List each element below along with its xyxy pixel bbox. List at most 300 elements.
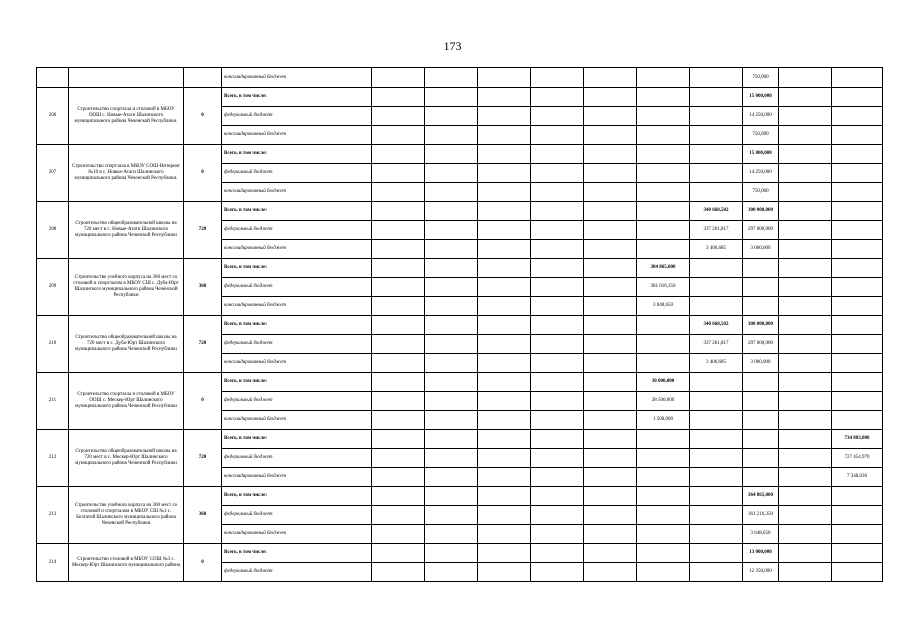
object-name-cell	[69, 68, 184, 88]
budget-type-cell: федеральный бюджет	[222, 278, 372, 297]
value-cell	[531, 506, 584, 525]
value-cell	[531, 392, 584, 411]
value-cell	[372, 316, 425, 335]
object-name-cell: Строительство общеобразовательной школы на 720 мест в с. Дуба-Юрт Шалинского муниципального района Чеченской Республики	[69, 316, 184, 373]
value-cell: 750,000	[743, 68, 779, 88]
budget-type-cell: Всего, в том числе:	[222, 202, 372, 221]
table-row	[37, 430, 883, 449]
capacity-cell: 0	[184, 544, 222, 582]
value-cell	[832, 259, 883, 278]
table-row	[37, 88, 883, 107]
value-cell	[425, 506, 478, 525]
value-cell	[584, 430, 637, 449]
budget-type-cell: федеральный бюджет	[222, 392, 372, 411]
value-cell	[690, 468, 743, 487]
object-name-cell: Строительство спортзала в МБОУ СОШ-Интернат №10 в с. Новые-Атаги Шалинского муниципального района Чеченской Республики.	[69, 145, 184, 202]
value-cell	[584, 392, 637, 411]
budget-type-cell: федеральный бюджет	[222, 506, 372, 525]
value-cell	[584, 487, 637, 506]
value-cell	[425, 316, 478, 335]
value-cell	[478, 449, 531, 468]
value-cell	[637, 563, 690, 582]
budget-type-cell: Всего, в том числе:	[222, 88, 372, 107]
value-cell	[425, 164, 478, 183]
row-number-cell: 213	[37, 487, 69, 544]
object-name-cell: Строительство общеобразовательной школы на 720 мест в с. Мескер-Юрт Шалинского муниципального района Чеченской Республики	[69, 430, 184, 487]
value-cell	[372, 506, 425, 525]
object-name-cell: Строительство учебного корпуса на 360 мест со столовой и спортзалом в МБОУ СШ №1 с. Белгатой Шалинского муниципального района Чеченской Республики	[69, 487, 184, 544]
value-cell	[832, 240, 883, 259]
value-cell	[478, 88, 531, 107]
value-cell: 727 454,970	[832, 449, 883, 468]
value-cell	[832, 392, 883, 411]
value-cell	[832, 544, 883, 563]
value-cell	[372, 183, 425, 202]
value-cell	[779, 544, 832, 563]
budget-type-cell: Всего, в том числе:	[222, 487, 372, 506]
value-cell: 337 261,817	[690, 335, 743, 354]
table-row	[37, 145, 883, 164]
value-cell	[832, 183, 883, 202]
value-cell	[832, 487, 883, 506]
value-cell	[637, 316, 690, 335]
value-cell	[779, 335, 832, 354]
value-cell	[690, 449, 743, 468]
value-cell	[425, 202, 478, 221]
value-cell	[531, 126, 584, 145]
object-name-cell: Строительство учебного корпуса на 360 мест со столовой и спортзалом в МБОУ СШ с. Дуба-Юрт Шалинского муниципального района Чеченской Республики	[69, 259, 184, 316]
value-cell	[743, 392, 779, 411]
value-cell	[425, 126, 478, 145]
value-cell	[637, 449, 690, 468]
value-cell	[531, 183, 584, 202]
value-cell	[832, 88, 883, 107]
value-cell	[478, 107, 531, 126]
value-cell	[637, 68, 690, 88]
value-cell	[779, 221, 832, 240]
value-cell	[832, 525, 883, 544]
value-cell	[584, 468, 637, 487]
value-cell	[584, 126, 637, 145]
value-cell	[478, 373, 531, 392]
budget-type-cell: Всего, в том числе:	[222, 259, 372, 278]
value-cell	[584, 68, 637, 88]
value-cell: 30 000,000	[637, 373, 690, 392]
value-cell	[637, 544, 690, 563]
value-cell	[637, 183, 690, 202]
value-cell	[690, 297, 743, 316]
object-name-cell: Строительство общеобразовательной школы на 720 мест в с. Новые-Атаги Шалинского муниципального района Чеченской Республики	[69, 202, 184, 259]
value-cell	[779, 183, 832, 202]
row-number-cell: 211	[37, 373, 69, 430]
value-cell: 13 000,000	[743, 544, 779, 563]
value-cell	[478, 68, 531, 88]
capacity-cell: 0	[184, 88, 222, 145]
value-cell	[584, 449, 637, 468]
value-cell	[584, 240, 637, 259]
capacity-cell	[184, 68, 222, 88]
row-number-cell: 208	[37, 202, 69, 259]
value-cell	[372, 563, 425, 582]
value-cell	[425, 563, 478, 582]
value-cell	[584, 107, 637, 126]
budget-type-cell: Всего, в том числе:	[222, 430, 372, 449]
value-cell	[832, 354, 883, 373]
value-cell	[690, 544, 743, 563]
value-cell	[584, 544, 637, 563]
value-cell	[779, 354, 832, 373]
value-cell: 3 406,685	[690, 354, 743, 373]
value-cell	[372, 240, 425, 259]
value-cell	[832, 68, 883, 88]
value-cell	[425, 487, 478, 506]
budget-type-cell: федеральный бюджет	[222, 164, 372, 183]
value-cell	[637, 221, 690, 240]
budget-type-cell: федеральный бюджет	[222, 449, 372, 468]
table-row	[37, 487, 883, 506]
value-cell	[690, 145, 743, 164]
value-cell	[637, 468, 690, 487]
value-cell	[832, 221, 883, 240]
value-cell	[832, 563, 883, 582]
value-cell	[690, 392, 743, 411]
value-cell	[690, 259, 743, 278]
value-cell	[832, 297, 883, 316]
value-cell	[425, 278, 478, 297]
value-cell	[779, 411, 832, 430]
value-cell	[690, 126, 743, 145]
value-cell	[637, 430, 690, 449]
value-cell	[478, 145, 531, 164]
value-cell	[425, 544, 478, 563]
table-row	[37, 373, 883, 392]
value-cell	[478, 487, 531, 506]
value-cell: 297 000,000	[743, 335, 779, 354]
budget-type-cell: консолидированный бюджет	[222, 126, 372, 145]
value-cell	[832, 335, 883, 354]
value-cell	[832, 164, 883, 183]
value-cell	[779, 373, 832, 392]
value-cell: 15 000,000	[743, 145, 779, 164]
value-cell	[478, 221, 531, 240]
value-cell: 750,000	[743, 183, 779, 202]
table-row	[37, 544, 883, 563]
value-cell	[425, 68, 478, 88]
value-cell	[531, 278, 584, 297]
value-cell	[637, 126, 690, 145]
capacity-cell: 720	[184, 430, 222, 487]
value-cell	[531, 544, 584, 563]
value-cell: 12 350,000	[743, 563, 779, 582]
value-cell: 750,000	[743, 126, 779, 145]
value-cell	[690, 506, 743, 525]
value-cell: 364 865,000	[743, 487, 779, 506]
value-cell	[372, 468, 425, 487]
value-cell: 28 500,000	[637, 392, 690, 411]
value-cell	[478, 126, 531, 145]
value-cell	[779, 202, 832, 221]
budget-type-cell: консолидированный бюджет	[222, 297, 372, 316]
value-cell	[743, 430, 779, 449]
value-cell	[584, 525, 637, 544]
value-cell	[425, 259, 478, 278]
value-cell	[372, 202, 425, 221]
value-cell	[531, 449, 584, 468]
value-cell	[584, 563, 637, 582]
value-cell	[425, 430, 478, 449]
value-cell	[372, 430, 425, 449]
value-cell	[832, 278, 883, 297]
value-cell	[478, 392, 531, 411]
value-cell: 381 016,350	[637, 278, 690, 297]
value-cell	[743, 297, 779, 316]
budget-type-cell: консолидированный бюджет	[222, 411, 372, 430]
value-cell	[531, 221, 584, 240]
object-name-cell: Строительство спортзала и столовой в МБОУ ООШ с. Мескер-Юрт Шалинского муниципального района Чеченской Республики	[69, 373, 184, 430]
value-cell	[372, 126, 425, 145]
value-cell	[690, 278, 743, 297]
value-cell	[478, 164, 531, 183]
value-cell	[584, 278, 637, 297]
value-cell	[478, 563, 531, 582]
budget-type-cell: консолидированный бюджет	[222, 68, 372, 88]
row-number-cell: 212	[37, 430, 69, 487]
value-cell	[637, 164, 690, 183]
value-cell	[779, 164, 832, 183]
value-cell	[531, 430, 584, 449]
value-cell	[584, 221, 637, 240]
value-cell	[743, 411, 779, 430]
value-cell: 340 668,502	[690, 202, 743, 221]
value-cell	[531, 88, 584, 107]
value-cell: 384 865,000	[637, 259, 690, 278]
value-cell	[690, 183, 743, 202]
capacity-cell: 720	[184, 316, 222, 373]
value-cell: 300 000,000	[743, 202, 779, 221]
value-cell	[478, 468, 531, 487]
value-cell: 297 000,000	[743, 221, 779, 240]
value-cell	[637, 107, 690, 126]
value-cell: 14 250,000	[743, 164, 779, 183]
value-cell	[531, 335, 584, 354]
value-cell	[425, 88, 478, 107]
value-cell	[584, 297, 637, 316]
capacity-cell: 360	[184, 487, 222, 544]
budget-type-cell: федеральный бюджет	[222, 335, 372, 354]
value-cell	[372, 164, 425, 183]
value-cell	[779, 240, 832, 259]
value-cell	[779, 297, 832, 316]
budget-type-cell: Всего, в том числе:	[222, 145, 372, 164]
value-cell	[832, 107, 883, 126]
value-cell	[584, 506, 637, 525]
value-cell	[832, 145, 883, 164]
value-cell	[425, 240, 478, 259]
budget-type-cell: консолидированный бюджет	[222, 525, 372, 544]
budget-table	[36, 67, 883, 582]
value-cell	[779, 278, 832, 297]
value-cell	[690, 411, 743, 430]
value-cell: 340 668,502	[690, 316, 743, 335]
value-cell	[584, 145, 637, 164]
table-row	[37, 202, 883, 221]
value-cell	[779, 449, 832, 468]
value-cell	[690, 373, 743, 392]
value-cell	[478, 335, 531, 354]
capacity-cell: 0	[184, 373, 222, 430]
value-cell	[779, 259, 832, 278]
value-cell	[425, 107, 478, 126]
value-cell	[372, 145, 425, 164]
value-cell	[425, 468, 478, 487]
value-cell	[478, 202, 531, 221]
value-cell	[690, 525, 743, 544]
value-cell	[584, 202, 637, 221]
value-cell	[531, 563, 584, 582]
budget-type-cell: консолидированный бюджет	[222, 183, 372, 202]
value-cell: 337 261,817	[690, 221, 743, 240]
value-cell	[779, 392, 832, 411]
value-cell	[637, 240, 690, 259]
value-cell	[425, 354, 478, 373]
value-cell	[425, 373, 478, 392]
value-cell	[531, 316, 584, 335]
value-cell: 734 803,000	[832, 430, 883, 449]
value-cell: 3 000,000	[743, 354, 779, 373]
budget-type-cell: Всего, в том числе:	[222, 373, 372, 392]
value-cell	[478, 183, 531, 202]
value-cell	[690, 164, 743, 183]
value-cell	[531, 525, 584, 544]
value-cell	[584, 183, 637, 202]
value-cell	[531, 354, 584, 373]
capacity-cell: 720	[184, 202, 222, 259]
value-cell: 3 406,685	[690, 240, 743, 259]
row-number-cell: 214	[37, 544, 69, 582]
row-number-cell: 207	[37, 145, 69, 202]
value-cell	[372, 487, 425, 506]
value-cell	[637, 202, 690, 221]
value-cell	[637, 145, 690, 164]
budget-type-cell: федеральный бюджет	[222, 221, 372, 240]
value-cell	[779, 88, 832, 107]
value-cell	[531, 468, 584, 487]
value-cell	[584, 88, 637, 107]
value-cell	[372, 88, 425, 107]
row-number-cell: 210	[37, 316, 69, 373]
table-row	[37, 259, 883, 278]
value-cell	[690, 107, 743, 126]
value-cell: 14 250,000	[743, 107, 779, 126]
value-cell	[743, 278, 779, 297]
value-cell	[779, 316, 832, 335]
value-cell	[478, 544, 531, 563]
value-cell	[425, 221, 478, 240]
row-number-cell: 206	[37, 88, 69, 145]
value-cell	[832, 373, 883, 392]
value-cell: 361 216,350	[743, 506, 779, 525]
value-cell	[690, 563, 743, 582]
value-cell	[832, 202, 883, 221]
value-cell	[743, 259, 779, 278]
value-cell	[372, 335, 425, 354]
value-cell	[478, 259, 531, 278]
value-cell	[690, 430, 743, 449]
budget-type-cell: федеральный бюджет	[222, 563, 372, 582]
value-cell	[372, 278, 425, 297]
row-number-cell	[37, 68, 69, 88]
value-cell	[779, 107, 832, 126]
value-cell	[478, 278, 531, 297]
value-cell: 7 348,030	[832, 468, 883, 487]
value-cell	[478, 430, 531, 449]
value-cell	[779, 145, 832, 164]
capacity-cell: 360	[184, 259, 222, 316]
value-cell	[832, 126, 883, 145]
value-cell	[372, 392, 425, 411]
value-cell	[531, 297, 584, 316]
value-cell	[531, 373, 584, 392]
budget-type-cell: консолидированный бюджет	[222, 240, 372, 259]
table-row	[37, 68, 883, 88]
value-cell	[743, 373, 779, 392]
value-cell	[584, 411, 637, 430]
value-cell	[690, 487, 743, 506]
value-cell	[690, 88, 743, 107]
value-cell	[425, 392, 478, 411]
value-cell	[779, 126, 832, 145]
value-cell	[425, 411, 478, 430]
value-cell	[478, 506, 531, 525]
value-cell	[832, 316, 883, 335]
value-cell	[690, 68, 743, 88]
value-cell	[637, 354, 690, 373]
value-cell	[832, 506, 883, 525]
value-cell	[584, 373, 637, 392]
budget-type-cell: Всего, в том числе:	[222, 544, 372, 563]
value-cell	[425, 525, 478, 544]
value-cell	[478, 354, 531, 373]
row-number-cell: 209	[37, 259, 69, 316]
table-row	[37, 316, 883, 335]
value-cell	[531, 259, 584, 278]
value-cell	[637, 525, 690, 544]
value-cell	[779, 506, 832, 525]
value-cell	[372, 221, 425, 240]
object-name-cell: Строительство спортзала и столовой в МБОУ ООШ с. Новые-Атаги Шалинского муниципального района Чеченской Республики.	[69, 88, 184, 145]
object-name-cell: Строительство столовой в МБОУ СОШ №3 с. Мескер-Юрт Шалинского муниципального района	[69, 544, 184, 582]
value-cell	[372, 544, 425, 563]
value-cell: 15 000,000	[743, 88, 779, 107]
value-cell	[478, 525, 531, 544]
value-cell	[779, 563, 832, 582]
value-cell	[425, 145, 478, 164]
value-cell: 3 848,650	[637, 297, 690, 316]
value-cell	[372, 373, 425, 392]
value-cell	[531, 107, 584, 126]
budget-type-cell: консолидированный бюджет	[222, 468, 372, 487]
budget-type-cell: федеральный бюджет	[222, 107, 372, 126]
value-cell	[531, 240, 584, 259]
value-cell	[584, 316, 637, 335]
value-cell	[372, 68, 425, 88]
value-cell	[584, 164, 637, 183]
value-cell	[637, 335, 690, 354]
capacity-cell: 0	[184, 145, 222, 202]
value-cell	[372, 411, 425, 430]
budget-type-cell: Всего, в том числе:	[222, 316, 372, 335]
value-cell	[478, 316, 531, 335]
